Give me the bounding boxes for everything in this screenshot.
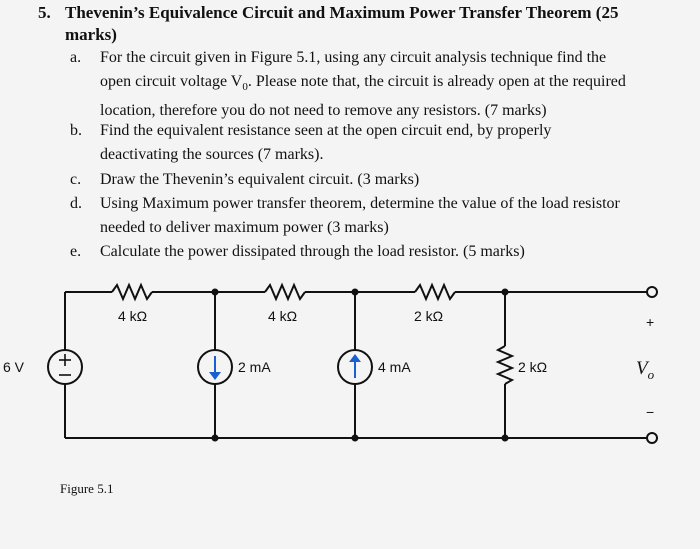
load-resistor-zigzag — [498, 346, 512, 384]
resistor-2-label: 4 kΩ — [268, 308, 298, 324]
output-terminal-top — [647, 287, 657, 297]
resistor-1-label: 4 kΩ — [118, 308, 148, 324]
question-title-continued: marks) — [65, 25, 117, 44]
output-minus-sign: − — [646, 404, 655, 420]
resistor-2-zigzag — [265, 285, 305, 299]
part-d-letter: d. — [70, 195, 82, 212]
question-number: 5. — [38, 3, 51, 22]
resistor-1-zigzag — [112, 285, 152, 299]
output-voltage-label: $V_o$ — [636, 358, 655, 382]
part-c-letter: c. — [70, 171, 82, 188]
down-arrow-icon — [209, 372, 221, 380]
resistor-3-label: 2 kΩ — [414, 308, 444, 324]
part-b-text: Find the equivalent resistance seen at the open circuit end, by properly deactivating the sources (7 marks). — [100, 122, 552, 163]
question-header — [38, 2, 618, 24]
part-e-text: Calculate the power dissipated through the load resistor. (5 marks) — [100, 243, 525, 260]
figure-caption: Figure 5.1 — [60, 481, 114, 496]
resistor-3-zigzag — [415, 285, 455, 299]
output-terminal-bottom — [647, 433, 657, 443]
question-title: Thevenin’s Equivalence Circuit and Maximum Power Transfer Theorem (25 — [65, 3, 619, 22]
current-source-1-label: 2 mA — [238, 359, 271, 375]
circuit-diagram — [0, 270, 700, 480]
current-source-2-label: 4 mA — [378, 359, 411, 375]
part-b-letter: b. — [70, 122, 82, 139]
part-d-text: Using Maximum power transfer theorem, determine the value of the load resistor needed to deliver maximum power (3 marks) — [100, 195, 620, 236]
output-plus-sign: + — [646, 314, 655, 330]
part-a-text: For the circuit given in Figure 5.1, using any circuit analysis technique find the open circuit voltage $V_0$. Please note that, the circuit is already open at the required location, therefore you do not need to remove any resistors. (7 marks) — [100, 49, 626, 120]
part-e-letter: e. — [70, 243, 82, 260]
voltage-source-label: 6 V — [3, 359, 25, 375]
load-resistor-label: 2 kΩ — [518, 359, 548, 375]
part-a-letter: a. — [70, 49, 82, 66]
part-c-text: Draw the Thevenin’s equivalent circuit. (3 marks) — [100, 171, 420, 188]
voltage-source-signs — [59, 354, 71, 375]
up-arrow-icon — [349, 354, 361, 362]
